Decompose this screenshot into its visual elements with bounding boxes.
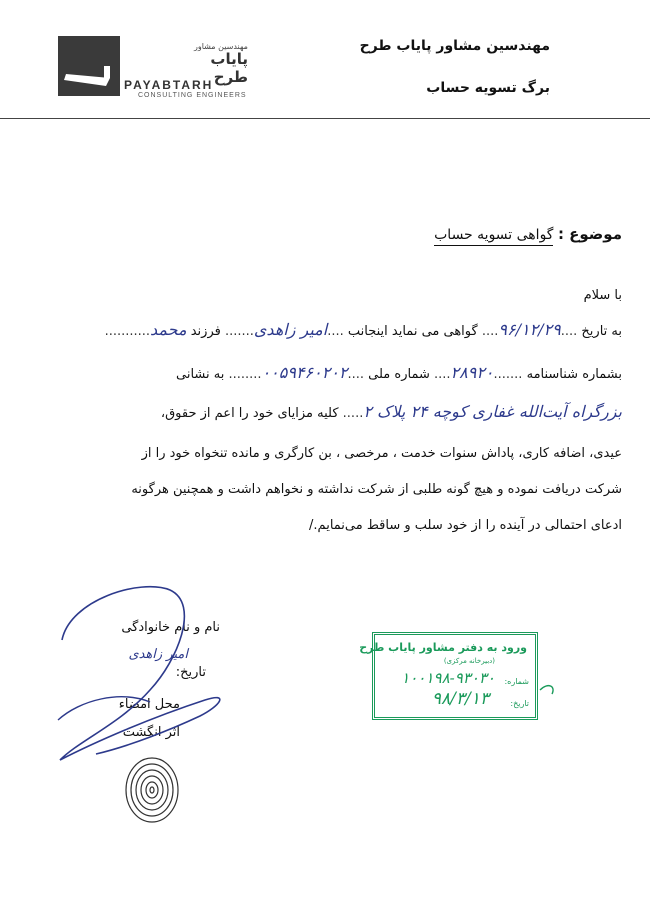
date-prefix: به تاریخ: [581, 324, 622, 339]
letterhead: [0, 0, 650, 119]
stamp-date: ۹۸/۳/۱۳: [431, 689, 489, 709]
stamp-date-tick-icon: [540, 686, 553, 694]
handwritten-father-name: محمد: [150, 320, 187, 339]
stamp-number: ۱۰۰۱۹۸-۹۳۰۳۰: [401, 669, 495, 687]
subject-line: [434, 225, 622, 243]
body-line-6: ادعای احتمالی در آینده را از خود سلب و ساقط می‌نمایم./: [309, 518, 622, 533]
body-line-4: عیدی، اضافه کاری، پاداش سنوات خدمت ، مرخصی ، بن کارگری و مانده تنخواه خود را از: [141, 446, 622, 461]
handwritten-date: ۹۶/۱۲/۲۹: [498, 320, 561, 339]
handwritten-address: بزرگراه آیت‌الله غفاری کوچه ۲۴ پلاک ۲: [363, 402, 622, 421]
logo-english-subtitle: CONSULTING ENGINEERS: [138, 92, 247, 99]
handwritten-signer-name: امیر زاهدی: [128, 647, 188, 662]
stamp-subtitle: (دبیرخانه مرکزی): [443, 657, 495, 665]
body-line-5: شرکت دریافت نموده و هیچ گونه طلبی از شرکت نداشته و نخواهم داشت و همچنین هرگونه: [131, 482, 622, 497]
fingerprint-icon: [126, 758, 178, 822]
child-of-text: فرزند: [190, 324, 221, 339]
logo-english-name: PAYABTARH: [124, 78, 214, 92]
signature-place-label: محل امضاء: [118, 697, 180, 712]
birth-cert-label: بشماره شناسنامه: [526, 367, 622, 382]
logo-persian-name: پایاب طرح: [210, 50, 248, 86]
handwritten-national-id: ۰۰۵۹۴۶۰۲۰۲: [261, 363, 348, 382]
benefits-text: کلیه مزایای خود را اعم از حقوق،: [160, 406, 339, 421]
handwritten-name: امیر زاهدی: [253, 320, 328, 339]
company-name: مهندسین مشاور پایاب طرح: [359, 38, 550, 54]
logo-mark-icon: [58, 36, 120, 96]
stamp-number-label: شماره:: [504, 677, 529, 686]
national-id-label: شماره ملی: [368, 367, 430, 382]
stamp-date-label: تاریخ:: [510, 699, 529, 708]
certify-text: گواهی می نماید اینجانب: [347, 324, 478, 339]
signature-block: [40, 585, 220, 765]
body-line-3: بزرگراه آیت‌الله غفاری کوچه ۲۴ پلاک ۲..... کلیه مزایای خود را اعم از حقوق،: [160, 402, 622, 421]
subject-label: موضوع :: [557, 225, 622, 243]
body-line-1: به تاریخ ....۹۶/۱۲/۲۹.... گواهی می نماید اینجانب ....امیر زاهدی....... فرزند محمد...........: [104, 320, 622, 339]
company-logo: [58, 36, 248, 106]
stamp-title: ورود به دفتر مشاور پایاب طرح: [359, 641, 527, 654]
date-label: تاریخ:: [175, 665, 206, 680]
logo-persian-subtitle: مهندسین مشاور: [194, 42, 248, 51]
subject-value: گواهی تسویه حساب: [434, 227, 553, 246]
body-line-2: بشماره شناسنامه .......۲۸۹۲۰.... شماره ملی ....۰۰۵۹۴۶۰۲۰۲........ به نشانی: [176, 363, 622, 382]
address-label: به نشانی: [176, 367, 225, 382]
receipt-stamp: [359, 632, 538, 720]
greeting: با سلام: [583, 288, 622, 303]
form-title: برگ تسویه حساب: [426, 80, 550, 96]
handwritten-birth-cert: ۲۸۹۲۰: [450, 363, 494, 382]
name-label: نام و نام خانوادگی: [121, 620, 220, 635]
fingerprint-label: اثر انگشت: [122, 725, 180, 740]
